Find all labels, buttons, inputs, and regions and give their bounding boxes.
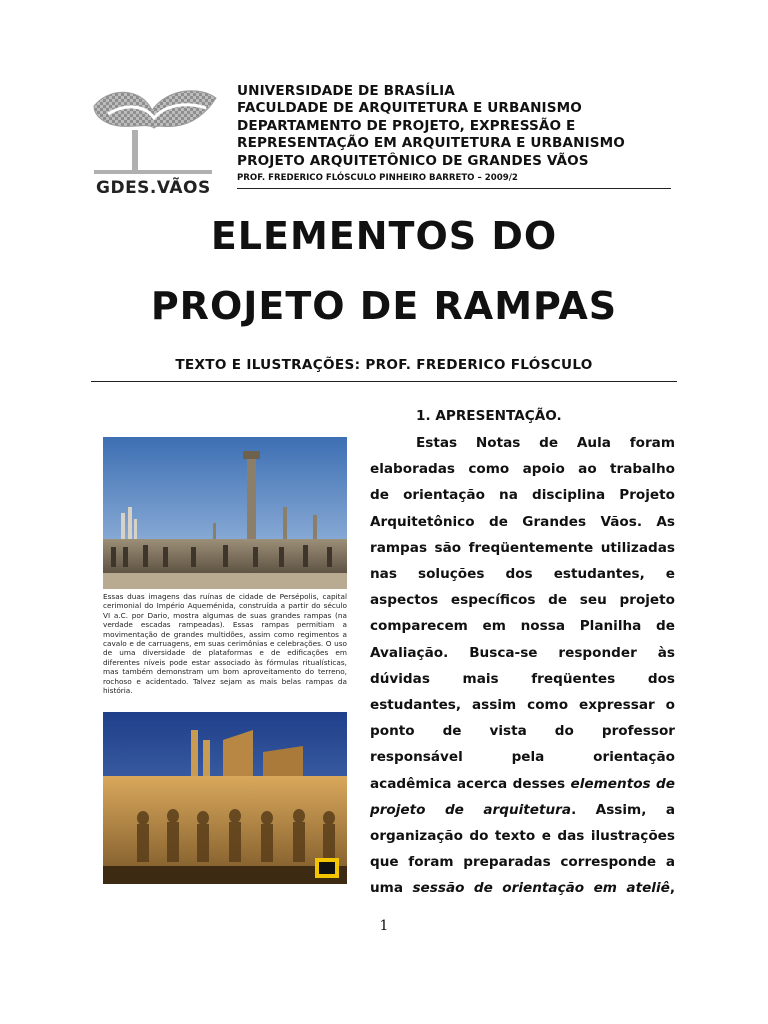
figure-caption: Essas duas imagens das ruínas de cidade de Persépolis, capital cerimonial do Império Aqueménida, construída a partir do século VI a.C. por Dario, mostra algumas de suas grandes rampas (na verdade escadas rampeadas). Essas rampas permitiam a movimentação de grandes multidões, assim como regimentos a cavalo e de carruagens, em suas cerimônias e celebrações. O uso de uma diversidade de plataformas e de edificações em diferentes níveis pode estar associado às fórmulas ritualísticas, mas também demonstram um bom aproveitamento do terreno, rochoso e acidentado. Talvez sejam as mais belas rampas da história. — [103, 592, 347, 696]
document-subtitle: TEXTO E ILUSTRAÇÕES: PROF. FREDERICO FLÓSCULO — [175, 357, 593, 373]
header-line-department: DEPARTAMENTO DE PROJETO, EXPRESSÃO E — [237, 117, 576, 134]
logo-graphic — [88, 84, 220, 184]
title-divider — [91, 381, 677, 382]
body-line-mixed — [370, 797, 675, 823]
header-line-faculty: FACULDADE DE ARQUITETURA E URBANISMO — [237, 100, 582, 117]
page-number: 1 — [379, 918, 389, 934]
header-line-department-cont: REPRESENTAÇÃO EM ARQUITETURA E URBANISMO — [237, 135, 625, 152]
institution-header — [237, 83, 677, 184]
logo-text: GDES.VÃOS — [96, 178, 211, 198]
body-text-run: . Assim, a — [571, 801, 675, 818]
body-line: de orientação na disciplina Projeto — [370, 487, 675, 504]
document-title-line-1: ELEMENTOS DO — [210, 214, 558, 258]
header-line-university: UNIVERSIDADE DE BRASÍLIA — [237, 83, 455, 99]
body-line: ponto de vista do professor — [370, 723, 675, 740]
body-line: elaboradas como apoio ao trabalho — [370, 461, 675, 478]
body-line: aspectos específicos de seu projeto — [370, 592, 675, 609]
header-divider — [237, 188, 671, 189]
body-line: que foram preparadas corresponde a — [370, 854, 675, 871]
body-text-emphasis: sessão de orientação em ateliê — [412, 880, 670, 897]
body-line: Arquitetônico de Grandes Vãos. As — [370, 513, 675, 530]
document-title-line-2: PROJETO DE RAMPAS — [150, 284, 618, 328]
body-line: organização do texto e das ilustrações — [370, 828, 675, 845]
persepolis-photo-columns — [103, 437, 347, 589]
body-line: Estas Notas de Aula foram — [416, 435, 675, 451]
body-text-emphasis: elementos de — [570, 775, 675, 792]
body-line: nas soluções dos estudantes, e — [370, 566, 675, 583]
body-text-run: uma — [370, 880, 413, 897]
body-line: rampas são freqüentemente utilizadas — [370, 539, 675, 556]
body-line: Avaliação. Busca-se responder às — [370, 644, 675, 661]
body-line: comparecem em nossa Planilha de — [370, 618, 675, 635]
body-text-run: , — [669, 880, 676, 897]
body-line: dúvidas mais freqüentes dos — [370, 670, 675, 687]
body-text-run: acadêmica acerca desses — [370, 775, 571, 792]
body-line-mixed — [370, 875, 675, 901]
body-line-mixed — [370, 771, 675, 797]
header-professor: PROF. FREDERICO FLÓSCULO PINHEIRO BARRETO – 2009/2 — [237, 173, 518, 184]
body-line: responsável pela orientação — [370, 749, 675, 766]
persepolis-photo-reliefs — [103, 712, 347, 884]
body-line: estudantes, assim como expressar o — [370, 697, 675, 714]
section-heading: 1. APRESENTAÇÃO. — [416, 408, 562, 424]
section-body — [370, 430, 675, 902]
body-text-emphasis: projeto de arquitetura — [370, 801, 572, 818]
header-line-course: PROJETO ARQUITETÔNICO DE GRANDES VÃOS — [237, 152, 589, 169]
